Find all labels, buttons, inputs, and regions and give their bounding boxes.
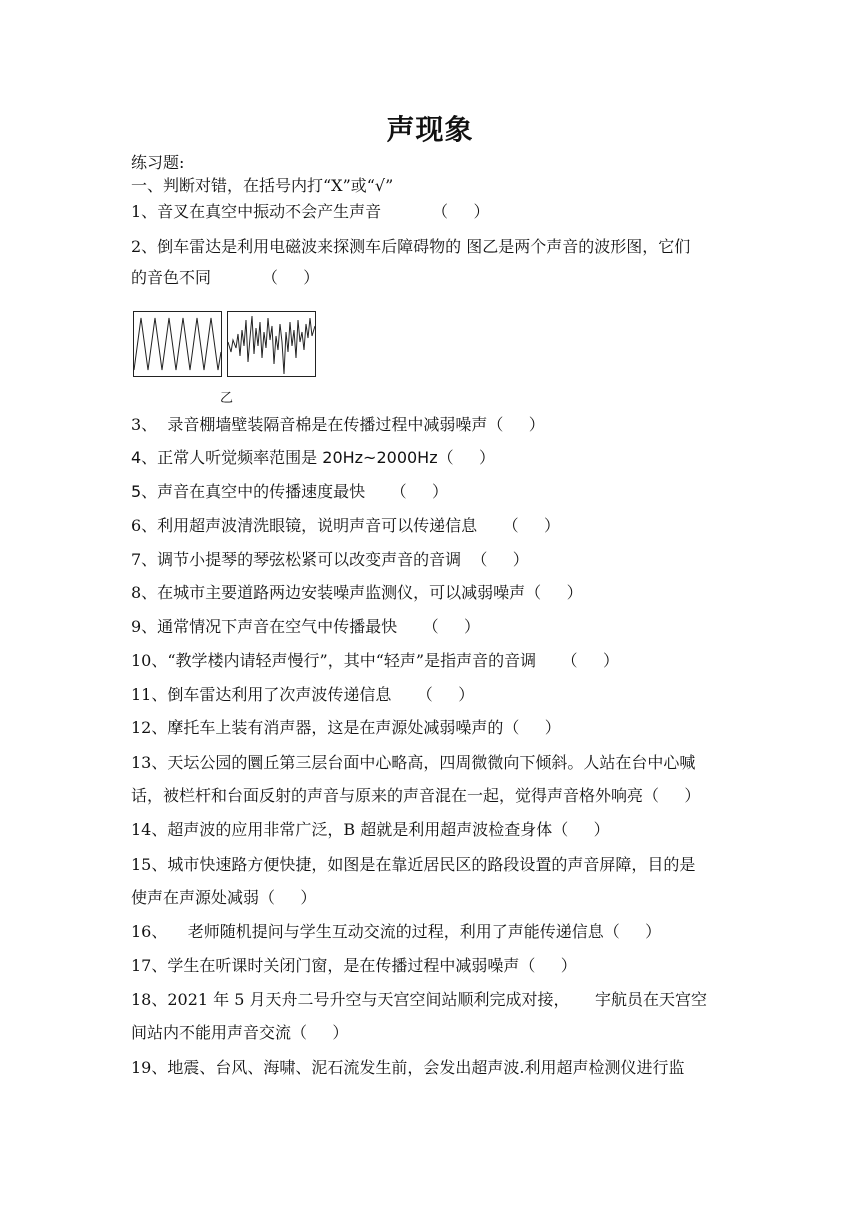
noise-waveform-image xyxy=(227,311,316,377)
question-18-line-2: 间站内不能用声音交流（ ） xyxy=(131,1023,349,1042)
question-8: 8、在城市主要道路两边安装噪声监测仪，可以减弱噪声（ ） xyxy=(131,583,583,602)
figure-caption: 乙 xyxy=(220,391,234,406)
instruction-text: 一、判断对错，在括号内打“X”或“√” xyxy=(131,176,394,195)
section-label: 练习题: xyxy=(131,153,185,172)
question-13-line-2: 话，被栏杆和台面反射的声音与原来的声音混在一起，觉得声音格外响亮（ ） xyxy=(131,786,701,805)
question-12: 12、摩托车上装有消声器，这是在声源处减弱噪声的（ ） xyxy=(131,718,561,737)
page-title: 声现象 xyxy=(386,113,474,146)
sine-waveform-image xyxy=(133,311,222,377)
question-13-line-1: 13、天坛公园的圜丘第三层台面中心略高，四周微微向下倾斜。人站在台中心喊 xyxy=(131,753,696,772)
question-2-line-2: 的音色不同 （ ） xyxy=(131,268,320,287)
question-16: 16、 老师随机提问与学生互动交流的过程，利用了声能传递信息（ ） xyxy=(131,922,662,941)
question-9: 9、通常情况下声音在空气中传播最快 （ ） xyxy=(131,617,481,636)
question-3: 3、 录音棚墙壁装隔音棉是在传播过程中减弱噪声（ ） xyxy=(131,415,545,434)
question-14: 14、超声波的应用非常广泛，B 超就是利用超声波检查身体（ ） xyxy=(131,820,610,839)
question-1: 1、音叉在真空中振动不会产生声音 （ ） xyxy=(131,202,490,221)
question-15-line-2: 使声在声源处减弱（ ） xyxy=(131,888,317,907)
question-4: 4、正常人听觉频率范围是 20Hz~2000Hz（ ） xyxy=(131,448,496,467)
question-15-line-1: 15、城市快速路方便快捷，如图是在靠近居民区的路段设置的声音屏障，目的是 xyxy=(131,855,696,874)
question-18-line-1: 18、2021 年 5 月天舟二号升空与天宫空间站顺利完成对接， 宇航员在天宫空 xyxy=(131,990,707,1009)
question-5: 5、声音在真空中的传播速度最快 （ ） xyxy=(131,482,449,501)
waveform-figure xyxy=(133,311,323,377)
question-10: 10、“教学楼内请轻声慢行”，其中“轻声”是指声音的音调 （ ） xyxy=(131,651,619,670)
question-17: 17、学生在听课时关闭门窗，是在传播过程中减弱噪声（ ） xyxy=(131,956,577,975)
question-6: 6、利用超声波清洗眼镜，说明声音可以传递信息 （ ） xyxy=(131,516,561,535)
question-2-line-1: 2、倒车雷达是利用电磁波来探测车后障碍物的 图乙是两个声音的波形图，它们 xyxy=(131,237,691,256)
question-19: 19、地震、台风、海啸、泥石流发生前，会发出超声波.利用超声检测仪进行监 xyxy=(131,1058,685,1077)
question-11: 11、倒车雷达利用了次声波传递信息 （ ） xyxy=(131,685,475,704)
question-7: 7、调节小提琴的琴弦松紧可以改变声音的音调 （ ） xyxy=(131,550,529,569)
